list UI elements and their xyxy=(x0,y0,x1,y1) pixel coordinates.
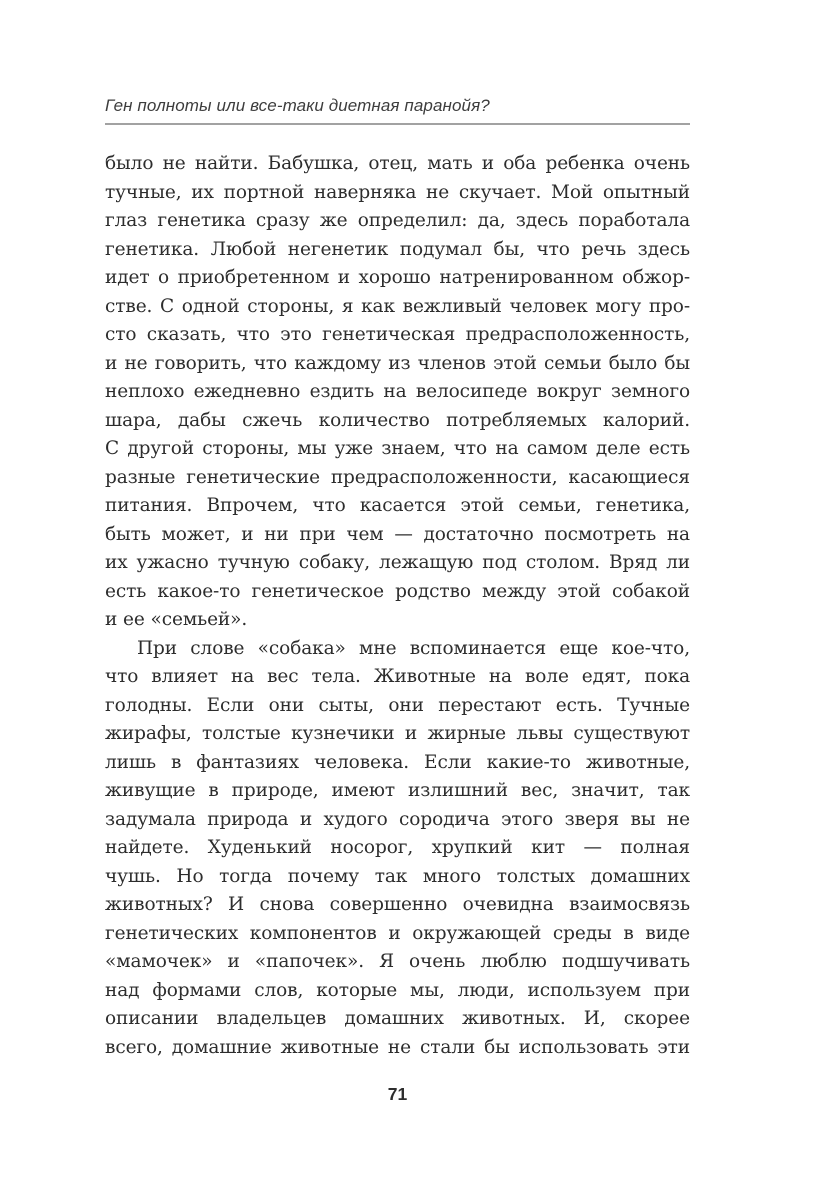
page-number: 71 xyxy=(387,1084,408,1104)
text-line: С другой стороны, мы уже знаем, что на самом деле есть xyxy=(105,438,690,459)
text-line: что влияет на вес тела. Животные на воле едят, пока xyxy=(105,666,690,687)
text-line: живущие в природе, имеют излишний вес, значит, так xyxy=(105,780,690,801)
paragraph xyxy=(105,635,690,1063)
chapter-title: Ген полноты или все-таки диетная паранойя? xyxy=(105,96,490,115)
text-line: генетика. Любой негенетик подумал бы, что речь здесь xyxy=(105,238,690,260)
text-line: идет о приобретенном и хорошо натренированном обжор- xyxy=(105,267,690,288)
text-line: разные генетические предрасположенности, касающиеся xyxy=(105,466,690,488)
text-line: лишь в фантазиях человека. Если какие-то животные, xyxy=(105,751,690,773)
text-line: «мамочек» и «папочек». Я очень люблю подшучивать xyxy=(105,951,690,972)
running-header xyxy=(105,96,690,125)
text-line: чушь. Но тогда почему так много толстых домашних xyxy=(105,865,690,887)
text-line: сто сказать, что это генетическая предрасположенность, xyxy=(105,324,690,345)
text-line: шара, дабы сжечь количество потребляемых калорий. xyxy=(105,409,690,431)
body-text xyxy=(105,150,690,1062)
text-line: над формами слов, которые мы, люди, используем при xyxy=(105,979,690,1001)
text-line: голодны. Если они сыты, они перестают есть. Тучные xyxy=(105,694,690,716)
paragraph xyxy=(105,150,690,635)
text-line: При слове «собака» мне вспоминается еще кое-что, xyxy=(137,637,690,659)
text-line: животных? И снова совершенно очевидна взаимосвязь xyxy=(105,894,690,915)
text-line: жирафы, толстые кузнечики и жирные львы существуют xyxy=(105,723,690,744)
text-line: глаз генетика сразу же определил: да, здесь поработала xyxy=(105,210,690,231)
text-line: их ужасно тучную собаку, лежащую под столом. Вряд ли xyxy=(105,552,690,573)
text-line: есть какое-то генетическое родство между этой собакой xyxy=(105,580,690,602)
text-line: было не найти. Бабушка, отец, мать и оба ребенка очень xyxy=(105,153,690,174)
text-line: тучные, их портной наверняка не скучает. Мой опытный xyxy=(105,181,690,203)
text-line: описании владельцев домашних животных. И, скорее xyxy=(105,1008,690,1029)
text-line: неплохо ежедневно ездить на велосипеде вокруг земного xyxy=(105,381,690,402)
text-line: и не говорить, что каждому из членов этой семьи было бы xyxy=(105,352,690,374)
text-line: и ее «семьей». xyxy=(105,609,248,630)
text-line: всего, домашние животные не стали бы использовать эти xyxy=(105,1036,690,1058)
text-line: найдете. Худенький носорог, хрупкий кит — полная xyxy=(105,837,690,858)
text-line: задумала природа и худого сородича этого зверя вы не xyxy=(105,808,690,830)
text-line: питания. Впрочем, что касается этой семьи, генетика, xyxy=(105,495,690,516)
text-line: быть может, и ни при чем — достаточно посмотреть на xyxy=(105,523,690,545)
text-line: стве. С одной стороны, я как вежливый человек могу про- xyxy=(105,295,690,317)
text-line: генетических компонентов и окружающей среды в виде xyxy=(105,922,690,944)
